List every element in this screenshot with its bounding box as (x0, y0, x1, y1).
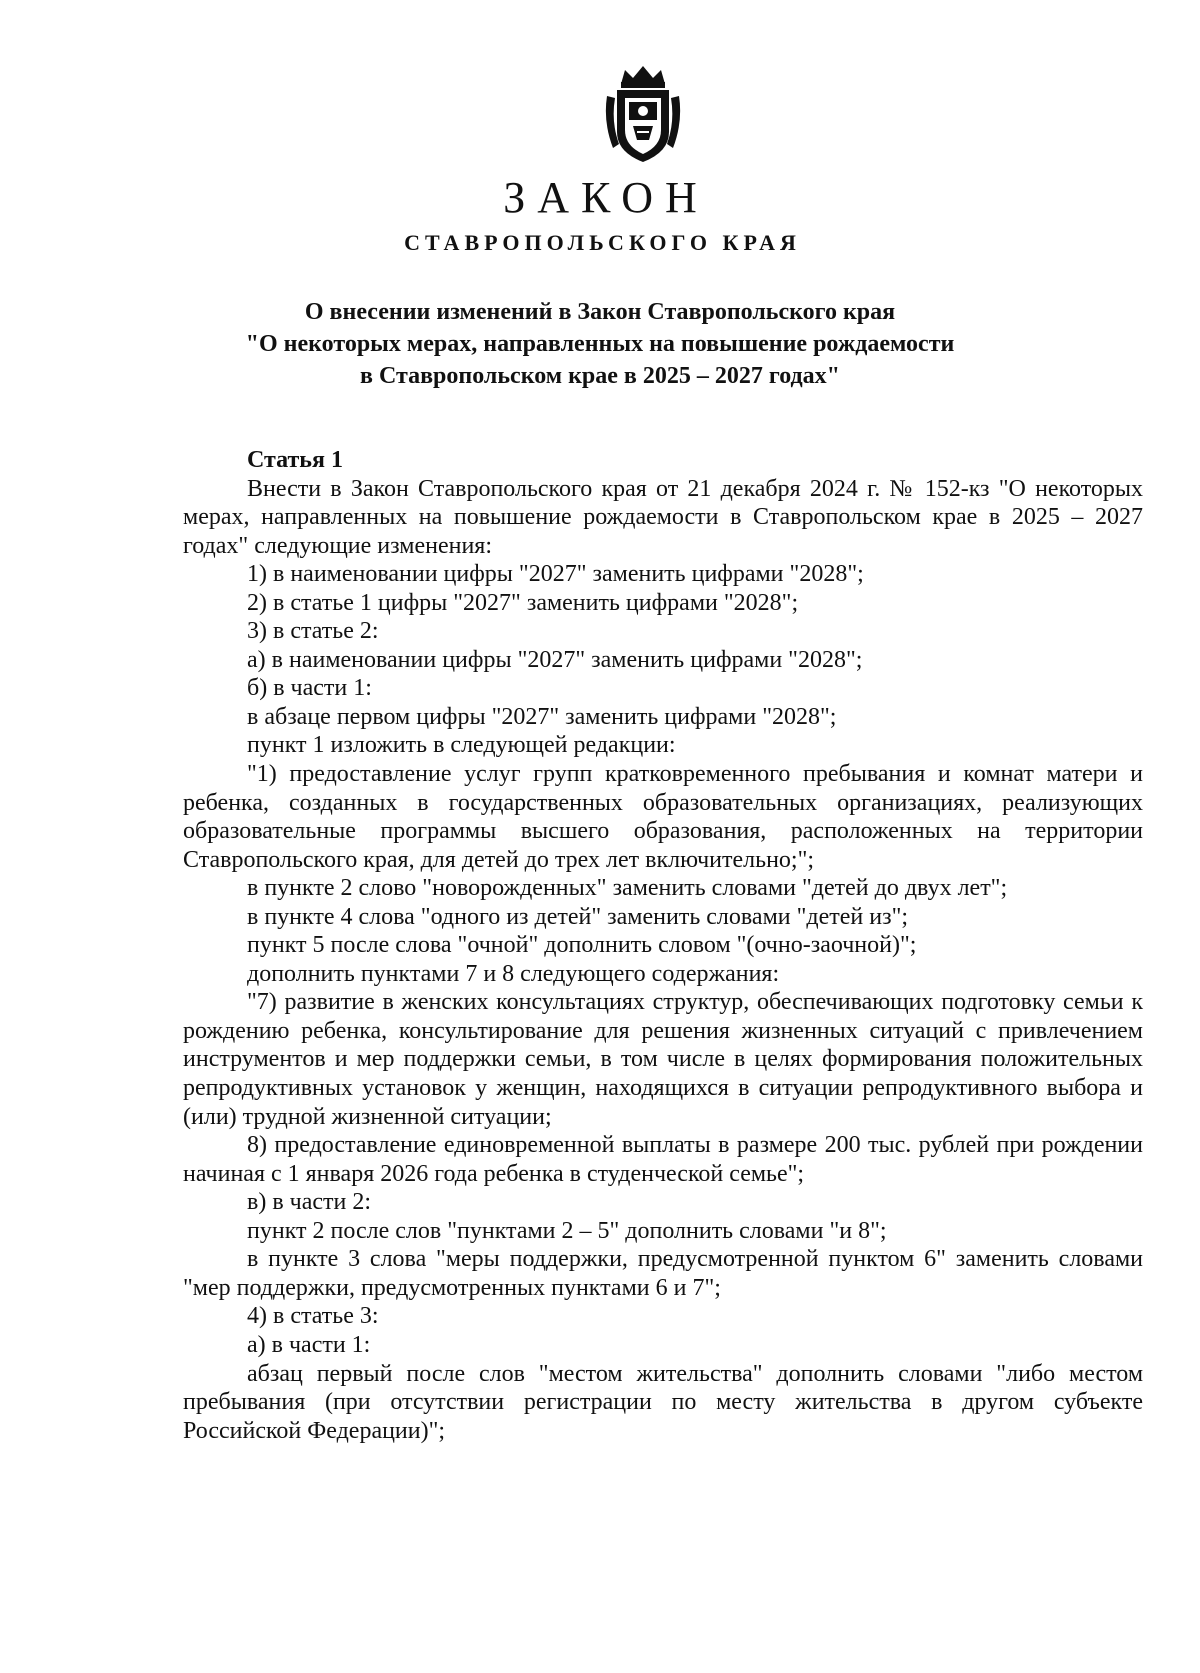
paragraph: в пункте 3 слова "меры поддержки, предусмотренной пунктом 6" заменить словами "мер поддержки, предусмотренных пунктами 6 и 7"; (183, 1246, 1143, 1301)
paragraph: 8) предоставление единовременной выплаты в размере 200 тыс. рублей при рождении начиная с 1 января 2026 года ребенка в студенческой семье"; (183, 1132, 1143, 1187)
paragraph: в пункте 2 слово "новорожденных" заменить словами "детей до двух лет"; (247, 875, 1008, 902)
paragraph: 1) в наименовании цифры "2027" заменить цифрами "2028"; (247, 561, 864, 588)
paragraph: а) в части 1: (247, 1331, 371, 1358)
paragraph: "7) развитие в женских консультациях структур, обеспечивающих подготовку семьи к рождению ребенка, консультирование для решения жизненных ситуаций с привлечением инструментов и мер поддержки семьи, в том числе в целях формирования положительных репродуктивных установок у женщин, находящихся в ситуации репродуктивного выбора и (или) трудной жизненной ситуации; (183, 989, 1143, 1130)
paragraph: абзац первый после слов "местом жительства" дополнить словами "либо местом пребывания (при отсутствии регистрации по месту жительства в другом субъекте Российской Федерации)"; (183, 1360, 1143, 1444)
law-title: ЗАКОН (503, 173, 709, 222)
paragraph: а) в наименовании цифры "2027" заменить цифрами "2028"; (247, 646, 863, 673)
paragraph: пункт 2 после слов "пунктами 2 – 5" дополнить словами "и 8"; (247, 1217, 887, 1244)
paragraph: в абзаце первом цифры "2027" заменить цифрами "2028"; (247, 703, 837, 730)
paragraph: 4) в статье 3: (247, 1303, 379, 1330)
law-subtitle: СТАВРОПОЛЬСКОГО КРАЯ (404, 230, 801, 255)
article-title: Статья 1 (247, 447, 343, 473)
article-body (183, 446, 1143, 1445)
paragraph: пункт 1 изложить в следующей редакции: (247, 732, 676, 759)
paragraph: в пункте 4 слова "одного из детей" заменить словами "детей из"; (247, 903, 909, 930)
law-heading (0, 296, 1200, 392)
paragraph: 2) в статье 1 цифры "2027" заменить цифрами "2028"; (247, 589, 799, 616)
paragraph: Внести в Закон Ставропольского края от 21 декабря 2024 г. № 152-кз "О некоторых мерах, направленных на повышение рождаемости в Ставропольском крае в 2025 – 2027 годах" следующие изменения: (183, 475, 1143, 559)
paragraph: "1) предоставление услуг групп кратковременного пребывания и комнат матери и ребенка, созданных в государственных образовательных организациях, реализующих образовательные программы высшего образования, расположенных на территории Ставропольского края, для детей до трех лет включительно;"; (183, 761, 1143, 873)
heading-line: О внесении изменений в Закон Ставропольского края (304, 299, 896, 325)
paragraph: дополнить пунктами 7 и 8 следующего содержания: (247, 960, 780, 987)
paragraph: в) в части 2: (247, 1189, 372, 1216)
heading-line: "О некоторых мерах, направленных на повышение рождаемости (245, 331, 955, 357)
paragraph: пункт 5 после слова "очной" дополнить словом "(очно-заочной)"; (247, 932, 917, 959)
paragraph: 3) в статье 2: (247, 618, 379, 645)
paragraph: б) в части 1: (247, 675, 372, 702)
heading-line: в Ставропольском крае в 2025 – 2027 годах" (360, 363, 840, 389)
coat-of-arms-icon (603, 62, 683, 164)
